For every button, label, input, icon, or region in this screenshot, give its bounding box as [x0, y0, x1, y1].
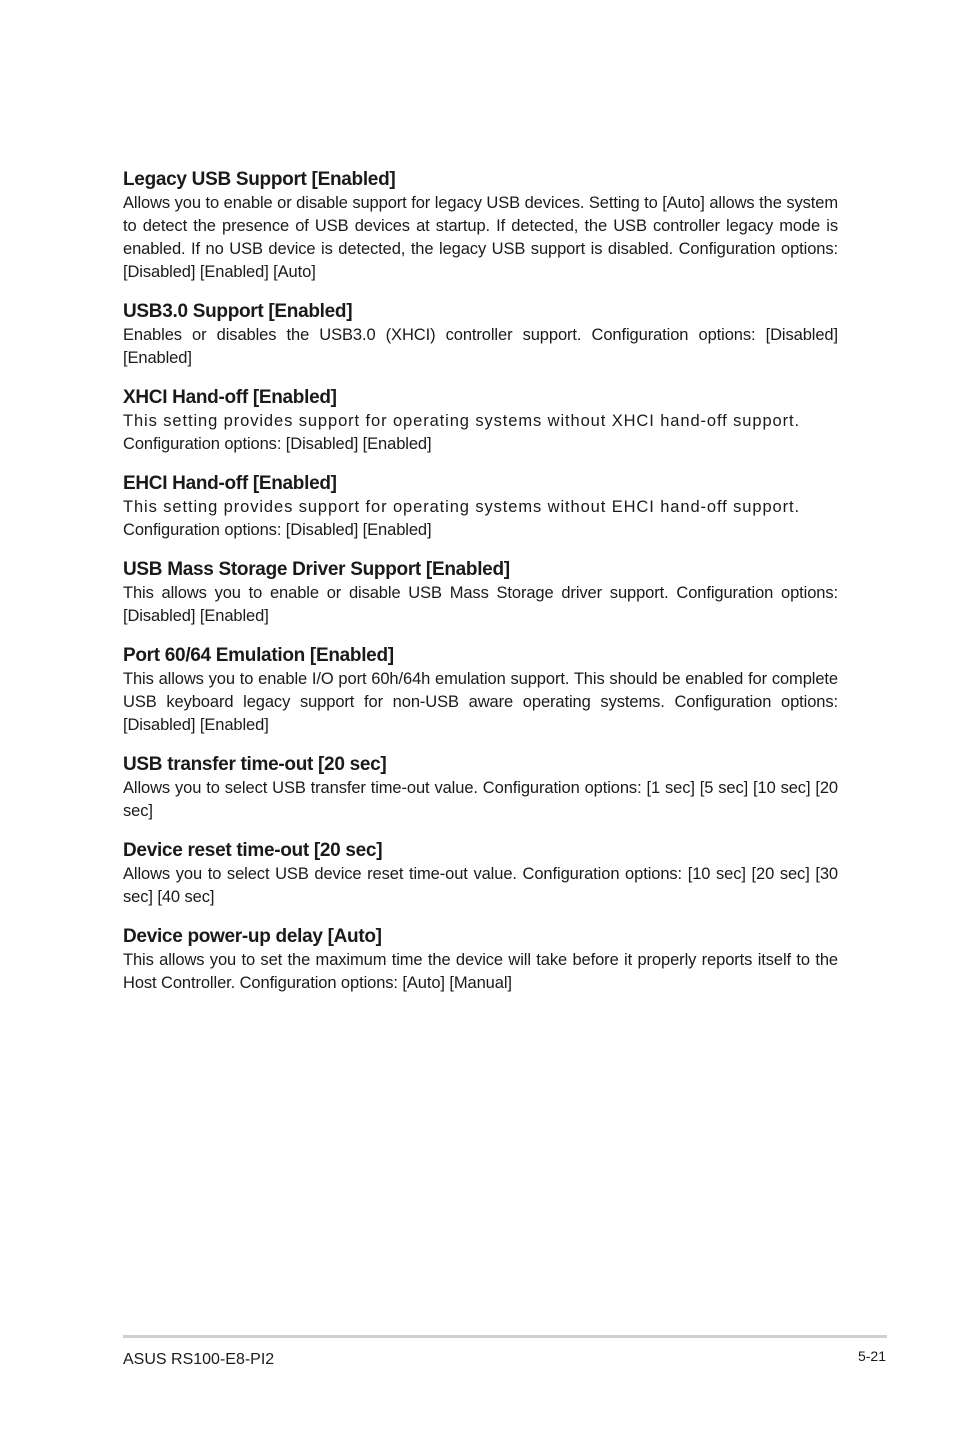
section-description: Allows you to select USB transfer time-out value. Configuration options: [1 sec] [5 sec] [10 sec] [20 sec] [123, 779, 838, 820]
section-title: USB transfer time-out [20 sec] [123, 754, 387, 775]
section-title: Legacy USB Support [Enabled] [123, 169, 396, 190]
section-title: EHCI Hand-off [Enabled] [123, 473, 337, 494]
section-config-options: Configuration options: [Disabled] [Enabled] [123, 521, 432, 539]
section-legacy-usb-support [123, 168, 838, 284]
section-description: This allows you to enable I/O port 60h/64h emulation support. This should be enabled for complete USB keyboard legacy support for non-USB aware operating systems. Configuration options: [Disabled] [Enabled] [123, 670, 838, 734]
section-title: USB3.0 Support [Enabled] [123, 301, 353, 322]
footer-page-number: 5-21 [857, 1348, 886, 1364]
section-description: This setting provides support for operating systems without EHCI hand-off support. [123, 498, 800, 516]
section-title: USB Mass Storage Driver Support [Enabled] [123, 559, 510, 580]
section-title: Device power-up delay [Auto] [123, 926, 382, 947]
section-config-options: Configuration options: [Disabled] [Enabled] [123, 435, 432, 453]
section-description: This setting provides support for operating systems without XHCI hand-off support. [123, 412, 800, 430]
section-title: XHCI Hand-off [Enabled] [123, 387, 337, 408]
section-port-60-64-emulation [123, 644, 838, 737]
section-description: Enables or disables the USB3.0 (XHCI) controller support. Configuration options: [Disabled] [Enabled] [123, 326, 838, 367]
section-usb-transfer-time-out [123, 753, 838, 823]
section-xhci-hand-off [123, 386, 838, 456]
section-description: Allows you to enable or disable support for legacy USB devices. Setting to [Auto] allows the system to detect the presence of USB devices at startup. If detected, the USB controller legacy mode is enabled. If no USB device is detected, the legacy USB support is disabled. Configuration options: [Disabled] [Enabled] [Auto] [123, 194, 838, 281]
section-usb3-support [123, 300, 838, 370]
section-description: This allows you to enable or disable USB Mass Storage driver support. Configuration options: [Disabled] [Enabled] [123, 584, 838, 625]
page-content [123, 168, 838, 1011]
section-ehci-hand-off [123, 472, 838, 542]
section-usb-mass-storage [123, 558, 838, 628]
footer-product-name: ASUS RS100-E8-PI2 [123, 1351, 275, 1368]
section-device-power-up-delay [123, 925, 838, 995]
section-description: This allows you to set the maximum time the device will take before it properly reports itself to the Host Controller. Configuration options: [Auto] [Manual] [123, 951, 838, 992]
section-title: Device reset time-out [20 sec] [123, 840, 383, 861]
section-device-reset-time-out [123, 839, 838, 909]
footer-divider [123, 1335, 887, 1338]
section-description: Allows you to select USB device reset time-out value. Configuration options: [10 sec] [20 sec] [30 sec] [40 sec] [123, 865, 838, 906]
section-title: Port 60/64 Emulation [Enabled] [123, 645, 394, 666]
